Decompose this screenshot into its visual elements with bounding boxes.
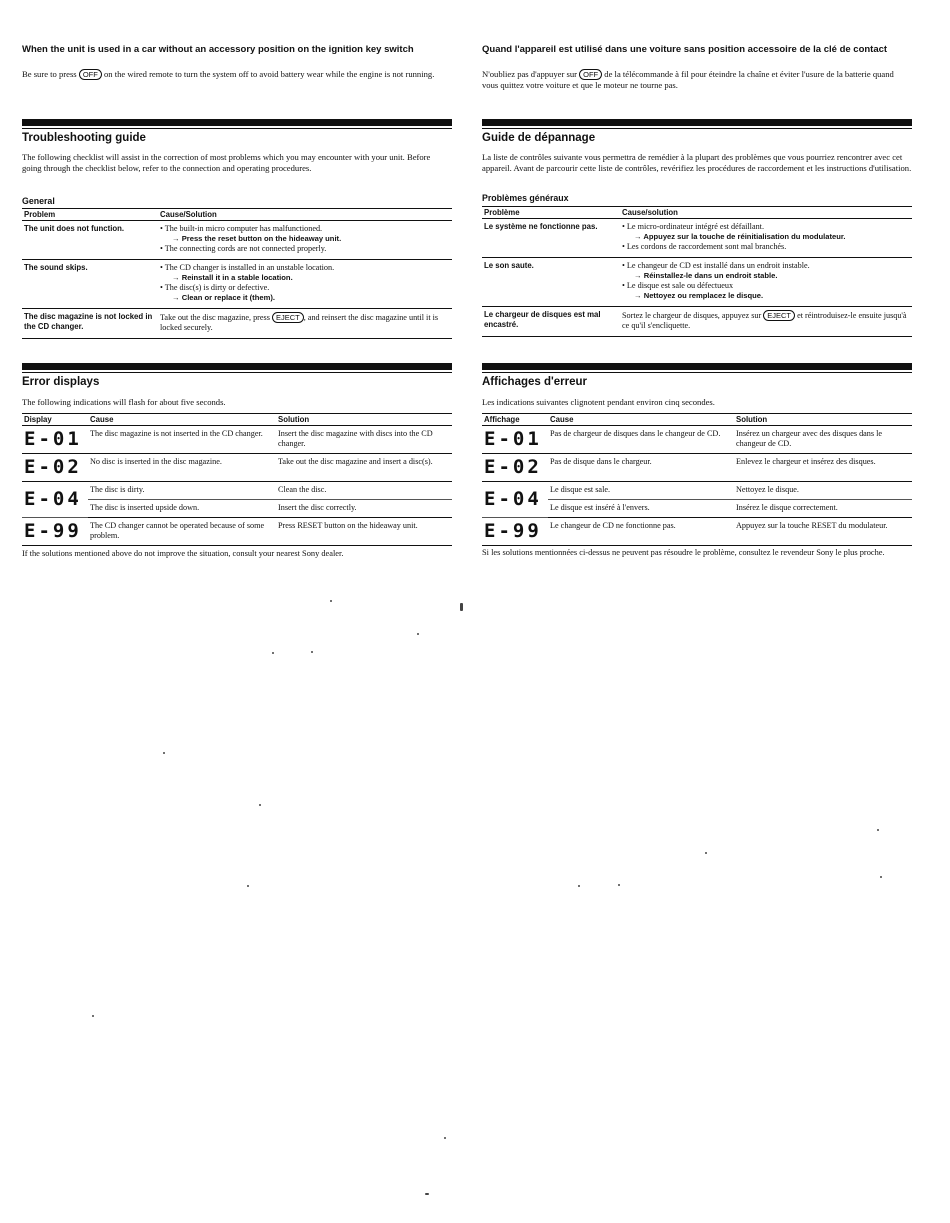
scan-speck [330,600,332,602]
error-code: E-04 [22,482,88,518]
table-row: E-04 Le disque est sale. Nettoyez le disque. [482,482,912,500]
table-row: E-02 No disc is inserted in the disc magazine. Take out the disc magazine and insert a disc(s). [22,454,452,482]
scan-speck [578,885,580,887]
section-divider [482,119,912,126]
error-code: E-01 [482,426,548,454]
general-subtitle: General [22,196,55,206]
car-usage-heading: When the unit is used in a car without an accessory position on the ignition key switch [22,44,414,55]
table-row: Le chargeur de disques est mal encastré. Sortez le chargeur de disques, appuyez sur EJECT et réintroduisez-le ensuite jusqu'à ce qu'il s'encliquette. [482,307,912,337]
troubleshooting-intro: The following checklist will assist in the correction of most problems which you may encounter with your unit. Before going through the checklist below, refer to the connection and operating procedures. [22,152,431,173]
eject-key-icon: EJECT [272,312,304,323]
troubleshooting-table [22,208,452,339]
col-cause: Cause [88,414,276,426]
table-row: Le système ne fonctionne pas. • Le micro-ordinateur intégré est défaillant. → Appuyez sur la touche de réinitialisation du modulateur. • Les cordons de raccordement sont mal branchés. [482,219,912,258]
car-usage-text: Be sure to press OFF on the wired remote to turn the system off to avoid battery wear while the engine is not running. [22,69,435,79]
general-subtitle: Problèmes généraux [482,193,569,203]
table-row: E-99 Le changeur de CD ne fonctionne pas. Appuyez sur la touche RESET du modulateur. [482,518,912,546]
error-code: E-01 [22,426,88,454]
scan-speck [417,633,419,635]
car-usage-heading: Quand l'appareil est utilisé dans une voiture sans position accessoire de la clé de contact [482,44,888,55]
troubleshooting-title: Guide de dépannage [482,132,596,144]
col-problem: Problème [482,207,620,219]
error-displays-intro: Les indications suivantes clignotent pendant environ cinq secondes. [482,397,715,407]
table-row: The unit does not function. • The built-in micro computer has malfunctioned. → Press the reset button on the hideaway unit. • The connecting cords are not connected properly. [22,221,452,260]
col-solution: Solution [734,414,912,426]
troubleshooting-title: Troubleshooting guide [22,132,146,144]
eject-key-icon: EJECT [763,310,795,321]
table-row: E-02 Pas de disque dans le chargeur. Enlevez le chargeur et insérez des disques. [482,454,912,482]
error-code: E-99 [22,518,88,546]
table-row: The disc magazine is not locked in the CD changer. Take out the disc magazine, press EJECT , and reinsert the disc magazine until it is locked securely. [22,309,452,339]
section-divider [22,119,452,126]
scan-speck [705,852,707,854]
col-cause-solution: Cause/solution [620,207,912,219]
car-usage-text: N'oubliez pas d'appuyer sur OFF de la télécommande à fil pour éteindre la chaîne et éviter l'usure de la batterie quand vous quittez votre voiture et que le moteur ne tourne pas. [482,69,894,90]
scan-speck [272,652,274,654]
table-row: The disc is inserted upside down. Insert the disc correctly. [22,500,452,518]
troubleshooting-intro: La liste de contrôles suivante vous permettra de remédier à la plupart des problèmes que vous pourriez rencontrer avec cet appareil. Avant de parcourir cette liste de contrôles, revérifiez les procédures de raccordement et les instructions d'utilisation. [482,152,912,173]
table-row: Le disque est inséré à l'envers. Insérez le disque correctement. [482,500,912,518]
troubleshooting-table [482,206,912,337]
scan-speck [880,876,882,878]
scan-speck [618,884,620,886]
table-row: E-99 The CD changer cannot be operated because of some problem. Press RESET button on the hideaway unit. [22,518,452,546]
scan-speck [259,804,261,806]
table-row: E-04 The disc is dirty. Clean the disc. [22,482,452,500]
off-key-icon: OFF [579,69,602,80]
col-solution: Solution [276,414,452,426]
scan-speck [425,1193,429,1195]
table-row: The sound skips. • The CD changer is installed in an unstable location. → Reinstall it in a stable location. • The disc(s) is dirty or defective. → Clean or replace it (them). [22,260,452,309]
error-code: E-02 [482,454,548,482]
error-table [482,413,912,546]
error-table [22,413,452,546]
scan-speck [877,829,879,831]
scan-speck [460,603,463,611]
scan-speck [247,885,249,887]
col-display: Affichage [482,414,548,426]
error-displays-title: Affichages d'erreur [482,376,587,388]
scan-speck [311,651,313,653]
off-key-icon: OFF [79,69,102,80]
error-displays-title: Error displays [22,376,100,388]
error-footer: Si les solutions mentionnées ci-dessus ne peuvent pas résoudre le problème, consultez le revendeur Sony le plus proche. [482,548,885,557]
error-footer: If the solutions mentioned above do not improve the situation, consult your nearest Sony dealer. [22,549,344,558]
error-code: E-99 [482,518,548,546]
col-display: Display [22,414,88,426]
scan-speck [92,1015,94,1017]
col-problem: Problem [22,209,158,221]
scan-speck [444,1137,446,1139]
table-row: E-01 The disc magazine is not inserted in the CD changer. Insert the disc magazine with discs into the CD changer. [22,426,452,454]
table-row: Le son saute. • Le changeur de CD est installé dans un endroit instable. → Réinstallez-le dans un endroit stable. • Le disque est sale ou défectueux → Nettoyez ou remplacez le disque. [482,258,912,307]
section-divider [22,363,452,370]
col-cause: Cause [548,414,734,426]
col-cause-solution: Cause/Solution [158,209,452,221]
error-displays-intro: The following indications will flash for about five seconds. [22,397,226,407]
error-code: E-02 [22,454,88,482]
table-row: E-01 Pas de chargeur de disques dans le changeur de CD. Insérez un chargeur avec des disques dans le changeur de CD. [482,426,912,454]
error-code: E-04 [482,482,548,518]
scan-speck [163,752,165,754]
section-divider [482,363,912,370]
